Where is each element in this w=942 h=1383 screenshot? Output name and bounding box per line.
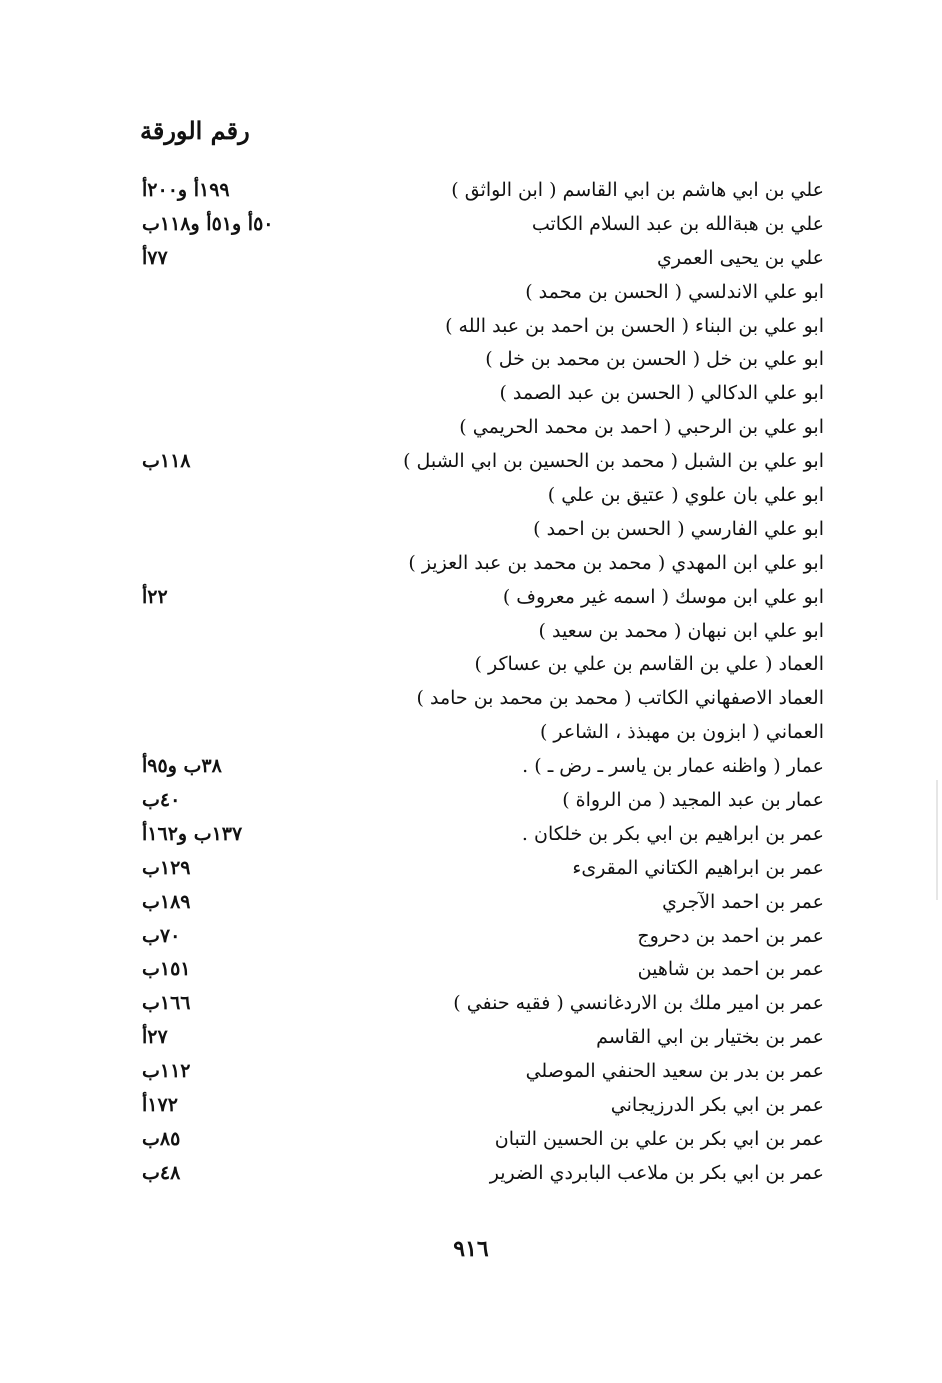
entry-name: عمر بن ابي بكر الدرزيجاني bbox=[610, 1094, 824, 1117]
index-entry bbox=[0, 923, 942, 957]
entry-folio-ref: ١٢٩ب bbox=[142, 856, 191, 879]
entry-name: ابو علي ابن نبهان ( محمد بن سعيد ) bbox=[538, 619, 824, 642]
index-entry bbox=[0, 787, 942, 821]
entry-name: ابو علي بن البناء ( الحسن بن احمد بن عبد الله ) bbox=[445, 314, 824, 337]
index-entry bbox=[0, 279, 942, 313]
entry-name: عمر بن احمد بن دحروج bbox=[637, 924, 824, 947]
index-entry bbox=[0, 414, 942, 448]
entry-folio-ref: ١٥١ب bbox=[142, 958, 191, 981]
entry-folio-ref: ٣٨ب و٩٥أ bbox=[142, 755, 222, 778]
entry-folio-ref: ١١٨ب bbox=[142, 450, 191, 473]
index-entry bbox=[0, 1092, 942, 1126]
entry-folio-ref: ٢٢أ bbox=[142, 585, 168, 608]
entry-name: العماني ( ابزون بن مهبذذ ، الشاعر ) bbox=[539, 721, 824, 744]
index-entry bbox=[0, 753, 942, 787]
entry-name: ابو علي بن الرحبي ( احمد بن محمد الحريمي ) bbox=[459, 416, 824, 439]
entry-folio-ref: ٨٥ب bbox=[142, 1127, 181, 1150]
entry-folio-ref: ٥٠أ و٥١أ و١١٨ب bbox=[142, 212, 274, 235]
entry-name: عمر بن ابراهيم الكتاني المقرىء bbox=[572, 856, 824, 879]
scan-edge-mark bbox=[936, 780, 938, 900]
index-entry bbox=[0, 211, 942, 245]
entry-name: عمر بن ابي بكر بن علي بن الحسين التبان bbox=[494, 1127, 824, 1150]
index-entry bbox=[0, 313, 942, 347]
index-entry bbox=[0, 1126, 942, 1160]
index-entry bbox=[0, 550, 942, 584]
index-entry bbox=[0, 482, 942, 516]
index-entry bbox=[0, 245, 942, 279]
entry-folio-ref: ٢٧أ bbox=[142, 1026, 168, 1049]
entry-name: عمر بن ابراهيم بن ابي بكر بن خلكان . bbox=[521, 822, 824, 845]
page-number: ٩١٦ bbox=[453, 1236, 489, 1262]
entry-name: عمر بن بختيار بن ابي القاسم bbox=[596, 1026, 824, 1049]
entry-name: عمر بن احمد بن شاهين bbox=[637, 958, 824, 981]
entry-name: ابو علي بن الشبل ( محمد بن الحسين بن ابي الشبل ) bbox=[403, 450, 824, 473]
entry-name: علي بن هبةالله بن عبد السلام الكاتب bbox=[531, 212, 824, 235]
index-entry bbox=[0, 719, 942, 753]
entry-folio-ref: ١١٢ب bbox=[142, 1060, 191, 1083]
index-entry bbox=[0, 855, 942, 889]
index-entry bbox=[0, 1024, 942, 1058]
entry-name: عمار ( واظنه عمار بن ياسر ـ رض ـ ) . bbox=[522, 755, 824, 778]
entry-name: ابو علي بان علوي ( عتيق بن علي ) bbox=[547, 484, 824, 507]
index-entry bbox=[0, 1160, 942, 1194]
entry-folio-ref: ٧٧أ bbox=[142, 246, 168, 269]
entry-name: علي بن يحيى العمري bbox=[656, 246, 824, 269]
entry-name: عمر بن بدر بن سعيد الحنفي الموصلي bbox=[525, 1060, 824, 1083]
entry-name: ابو علي ابن موسك ( اسمه غير معروف ) bbox=[502, 585, 824, 608]
index-entry bbox=[0, 685, 942, 719]
entry-name: ابو علي الاندلسي ( الحسن بن محمد ) bbox=[525, 280, 824, 303]
entry-name: ابو علي الفارسي ( الحسن بن احمد ) bbox=[533, 517, 824, 540]
index-entry bbox=[0, 1058, 942, 1092]
index-entry bbox=[0, 346, 942, 380]
entry-name: العماد الاصفهاني الكاتب ( محمد بن محمد بن حامد ) bbox=[416, 687, 824, 710]
entry-name: عمار بن عبد المجيد ( من الرواة ) bbox=[562, 789, 824, 812]
index-entry bbox=[0, 990, 942, 1024]
entry-name: عمر بن احمد الآجري bbox=[662, 890, 824, 913]
index-entry bbox=[0, 618, 942, 652]
entry-name: عمر بن امير ملك بن الاردغانسي ( فقيه حنفي ) bbox=[453, 992, 824, 1015]
entry-folio-ref: ٤٠ب bbox=[142, 789, 181, 812]
index-entry bbox=[0, 177, 942, 211]
index-entry bbox=[0, 651, 942, 685]
entry-name: ابو علي بن خل ( الحسن بن محمد بن خل ) bbox=[485, 348, 824, 371]
index-entry bbox=[0, 516, 942, 550]
entry-name: العماد ( علي بن القاسم بن علي بن عساكر ) bbox=[474, 653, 824, 676]
entry-folio-ref: ١٦٦ب bbox=[142, 992, 191, 1015]
entry-folio-ref: ١٩٩أ و٢٠٠أ bbox=[142, 179, 230, 201]
entry-name: ابو علي ابن المهدي ( محمد بن محمد بن عبد العزيز ) bbox=[408, 551, 824, 574]
index-entry-list bbox=[0, 177, 942, 1194]
entry-name: عمر بن ابي بكر بن ملاعب البابردي الضرير bbox=[489, 1161, 824, 1184]
index-entry bbox=[0, 584, 942, 618]
entry-folio-ref: ٤٨ب bbox=[142, 1161, 181, 1184]
column-header-folio-number: رقم الورقة bbox=[140, 116, 250, 145]
entry-name: ابو علي الدكالي ( الحسن بن عبد الصمد ) bbox=[499, 382, 824, 405]
index-entry bbox=[0, 889, 942, 923]
entry-folio-ref: ١٧٢أ bbox=[142, 1094, 178, 1117]
entry-name: علي بن ابي هاشم بن ابي القاسم ( ابن الواثق ) bbox=[451, 179, 824, 201]
entry-folio-ref: ٧٠ب bbox=[142, 924, 181, 947]
index-entry bbox=[0, 380, 942, 414]
entry-folio-ref: ١٨٩ب bbox=[142, 890, 191, 913]
index-entry bbox=[0, 821, 942, 855]
entry-folio-ref: ١٣٧ب و١٦٢أ bbox=[142, 822, 243, 845]
index-entry bbox=[0, 448, 942, 482]
index-entry bbox=[0, 956, 942, 990]
